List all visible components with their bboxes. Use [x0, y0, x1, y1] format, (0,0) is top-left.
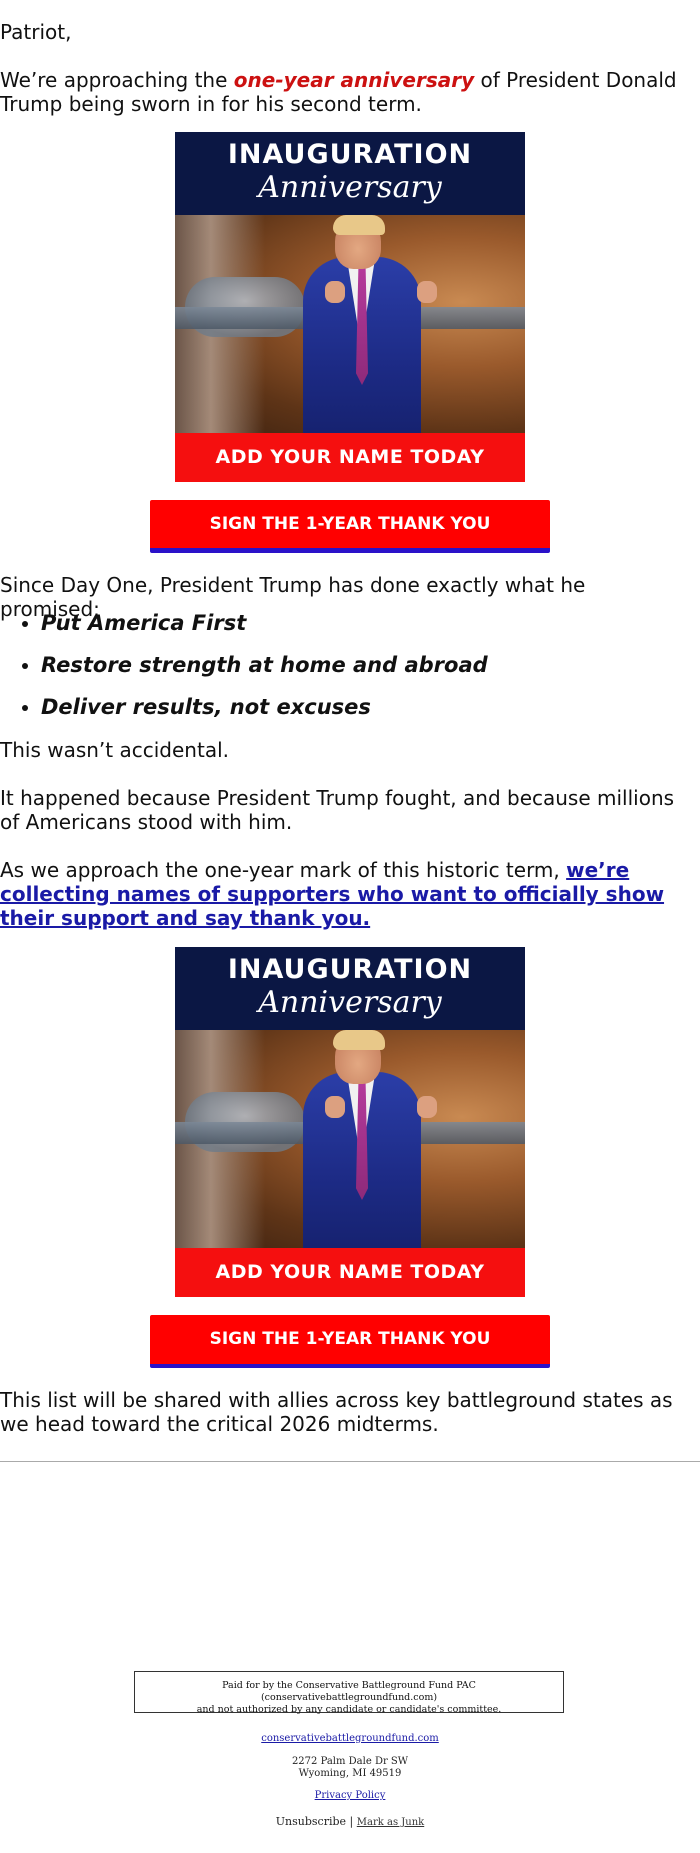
divider	[0, 1461, 700, 1462]
footer-site-row	[0, 1733, 700, 1745]
president-photo	[175, 215, 525, 433]
footer-unsubscribe-row	[0, 1816, 700, 1829]
list-item: • Restore strength at home and abroad	[41, 652, 681, 678]
site-link[interactable]: conservativebattlegroundfund.com	[261, 1733, 439, 1744]
sign-thank-you-button[interactable]: SIGN THE 1-YEAR THANK YOU	[150, 1315, 550, 1368]
approach-text: As we approach the one-year mark of this historic term,	[0, 858, 567, 882]
graphic-header	[175, 947, 525, 1030]
shared-paragraph: This list will be shared with allies across key battleground states as we head toward the critical 2026 midterms.	[0, 1388, 673, 1436]
graphic-banner: ADD YOUR NAME TODAY	[175, 433, 525, 482]
footer-address-line-1: 2272 Palm Dale Dr SW	[291, 1756, 409, 1767]
unsubscribe-link[interactable]: Unsubscribe	[275, 1815, 347, 1828]
collecting-names-link[interactable]: we’re collecting names of supporters who want to officially show their support and say thank you.	[0, 858, 665, 930]
graphic-title: INAUGURATION	[227, 139, 473, 170]
intro-paragraph	[0, 68, 680, 116]
approach-paragraph	[0, 858, 680, 930]
not-accidental-line: This wasn’t accidental.	[0, 738, 229, 762]
graphic-header	[175, 132, 525, 215]
promise-list	[0, 610, 681, 736]
footer-address-line-2: Wyoming, MI 49519	[298, 1768, 402, 1779]
privacy-policy-link[interactable]: Privacy Policy	[314, 1790, 386, 1801]
disclaimer-line-2: and not authorized by any candidate or candidate's committee.	[196, 1704, 502, 1715]
mark-as-junk-link[interactable]: Mark as Junk	[356, 1817, 425, 1828]
one-year-anniversary-highlight: one-year anniversary	[233, 68, 475, 92]
fought-paragraph: It happened because President Trump fought, and because millions of Americans stood with him.	[0, 786, 675, 834]
sign-thank-you-button[interactable]: SIGN THE 1-YEAR THANK YOU	[150, 500, 550, 553]
promise-line: Since Day One, President Trump has done exactly what he promised:	[0, 573, 586, 621]
disclaimer-line-1: Paid for by the Conservative Battleground Fund PAC (conservativebattlegroundfund.com)	[222, 1680, 476, 1703]
inauguration-anniversary-graphic[interactable]	[175, 132, 525, 482]
intro-text-start: We’re approaching the	[0, 68, 234, 92]
footer-separator: |	[349, 1815, 354, 1828]
paid-for-disclaimer	[134, 1671, 564, 1713]
footer-privacy-row	[0, 1790, 700, 1802]
inauguration-anniversary-graphic[interactable]	[175, 947, 525, 1297]
greeting: Patriot,	[0, 20, 72, 44]
graphic-subtitle: Anniversary	[258, 170, 442, 205]
president-photo	[175, 1030, 525, 1248]
graphic-banner: ADD YOUR NAME TODAY	[175, 1248, 525, 1297]
intro-text-end: of President Donald Trump being sworn in for his second term.	[0, 68, 677, 116]
graphic-subtitle: Anniversary	[258, 985, 442, 1020]
graphic-title: INAUGURATION	[227, 954, 473, 985]
list-item: • Put America First	[41, 610, 681, 636]
list-item: • Deliver results, not excuses	[41, 694, 681, 720]
